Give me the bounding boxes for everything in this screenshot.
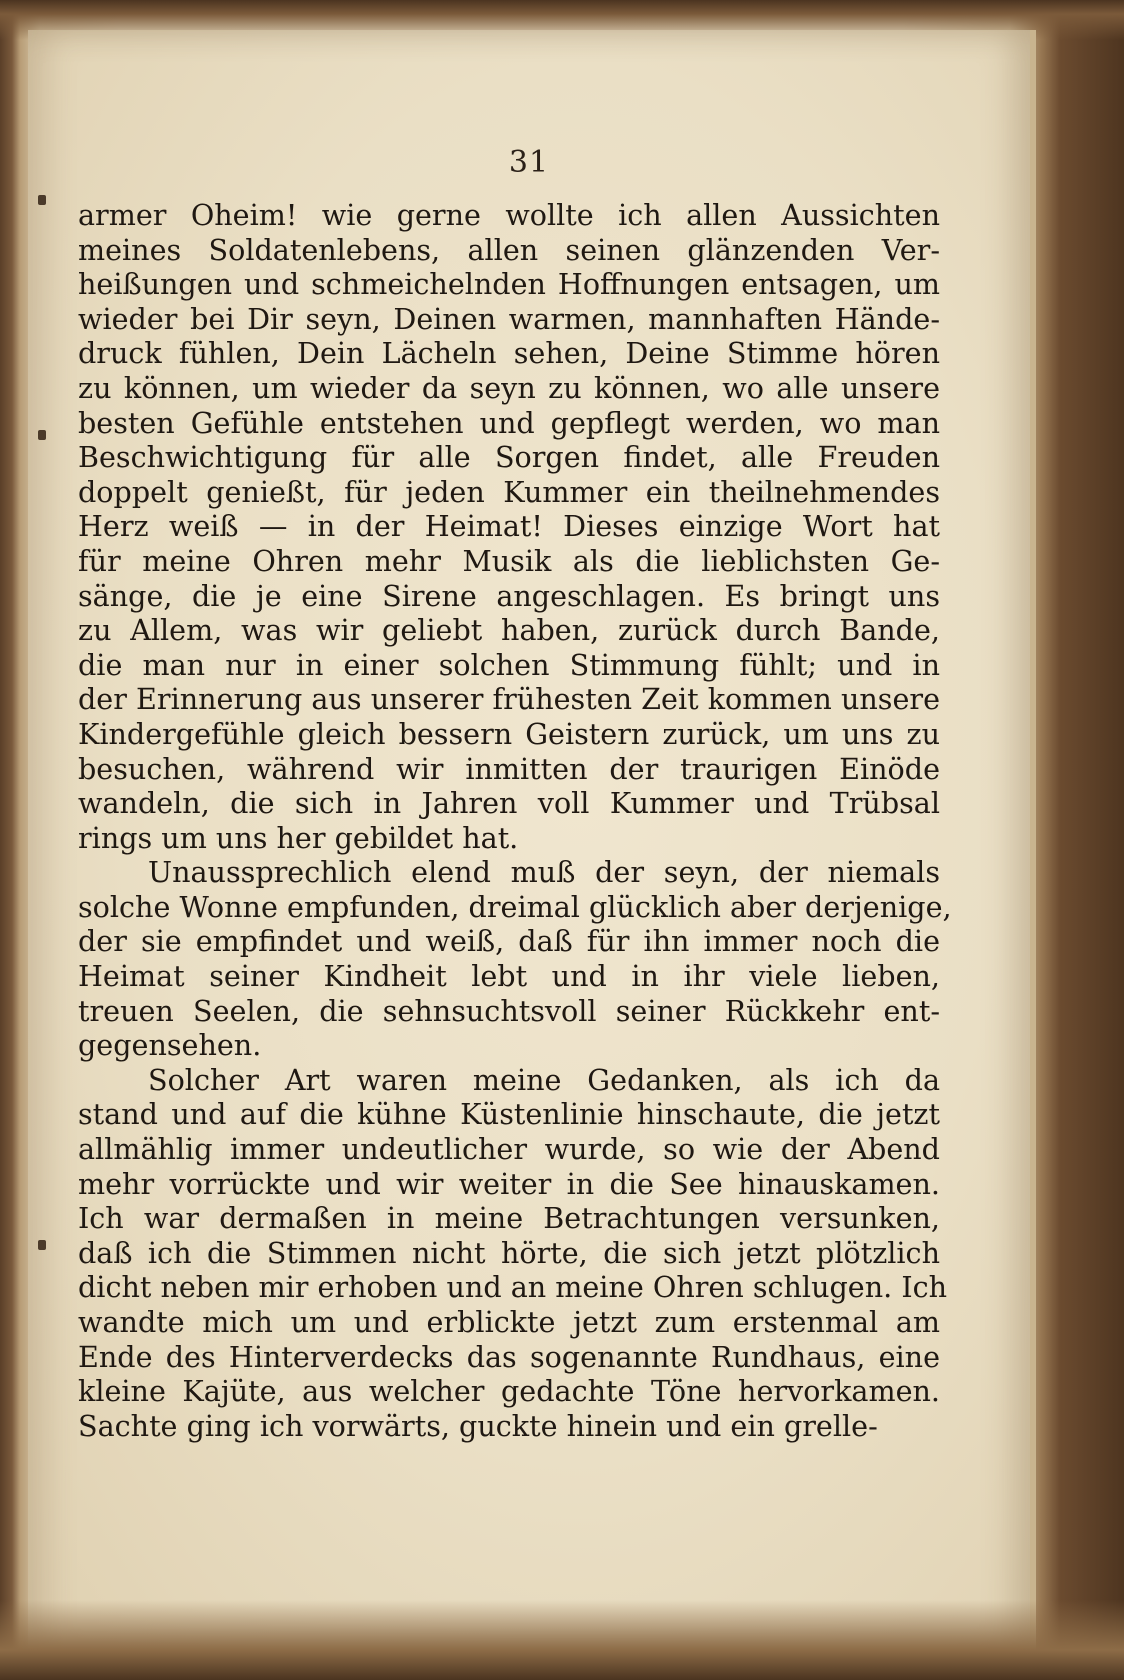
book-bottom-edge: [0, 1600, 1124, 1680]
text-line: Herz weiß — in der Heimat! Dieses einzige Wort hat: [78, 509, 940, 544]
text-line: Solcher Art waren meine Gedanken, als ich da: [148, 1062, 940, 1097]
text-line: meines Soldatenlebens, allen seinen glänzenden Ver-: [78, 232, 940, 267]
page-number: 31: [508, 145, 550, 180]
text-line: die man nur in einer solchen Stimmung fühlt; und in: [78, 647, 940, 682]
text-line: allmählig immer undeutlicher wurde, so wie der Abend: [78, 1132, 940, 1167]
text-line: der Erinnerung aus unserer frühesten Zeit kommen unsere: [78, 682, 940, 717]
text-line: dicht neben mir erhoben und an meine Ohren schlugen. Ich: [78, 1270, 948, 1305]
text-line: Heimat seiner Kindheit lebt und in ihr viele lieben,: [78, 959, 940, 994]
text-line: besuchen, während wir inmitten der traurigen Einöde: [78, 751, 940, 786]
text-line: wieder bei Dir seyn, Deinen warmen, mannhaften Hände-: [78, 301, 940, 336]
text-line: der sie empfindet und weiß, daß für ihn immer noch die: [78, 924, 940, 959]
text-line: druck fühlen, Dein Lächeln sehen, Deine Stimme hören: [78, 336, 940, 371]
text-line: wandte mich um und erblickte jetzt zum erstenmal am: [78, 1305, 940, 1339]
text-line: Beschwichtigung für alle Sorgen findet, alle Freuden: [78, 440, 940, 475]
text-line: doppelt genießt, für jeden Kummer ein theilnehmendes: [78, 474, 940, 509]
text-line: daß ich die Stimmen nicht hörte, die sich jetzt plötzlich: [78, 1235, 940, 1270]
gutter-mark: [38, 430, 46, 440]
text-line: wandeln, die sich in Jahren voll Kummer und Trübsal: [78, 786, 940, 821]
gutter-mark: [38, 195, 46, 205]
page-text: [78, 198, 952, 1443]
text-line: rings um uns her gebildet hat.: [78, 820, 519, 855]
text-line: armer Oheim! wie gerne wollte ich allen Aussichten: [78, 198, 940, 232]
gutter-mark: [38, 1240, 46, 1250]
text-line: zu Allem, was wir geliebt haben, zurück durch Bande,: [78, 613, 940, 648]
text-line: solche Wonne empfunden, dreimal glücklich aber derjenige,: [78, 889, 952, 924]
text-line: gegensehen.: [78, 1028, 262, 1063]
text-line: stand und auf die kühne Küstenlinie hinschaute, die jetzt: [78, 1097, 940, 1132]
text-line: Sachte ging ich vorwärts, guckte hinein und ein grelle-: [78, 1408, 878, 1443]
text-line: Kindergefühle gleich bessern Geistern zurück, um uns zu: [78, 716, 940, 751]
book-page: [28, 30, 1036, 1660]
text-line: mehr vorrückte und wir weiter in die See hinauskamen.: [78, 1166, 940, 1201]
text-line: zu können, um wieder da seyn zu können, wo alle unsere: [78, 370, 940, 405]
text-line: heißungen und schmeichelnden Hoffnungen entsagen, um: [78, 267, 940, 302]
text-line: kleine Kajüte, aus welcher gedachte Töne hervorkamen.: [78, 1374, 940, 1409]
text-line: sänge, die je eine Sirene angeschlagen. Es bringt uns: [78, 578, 940, 613]
text-line: für meine Ohren mehr Musik als die lieblichsten Ge-: [78, 543, 940, 578]
text-line: besten Gefühle entstehen und gepflegt werden, wo man: [78, 405, 940, 440]
text-line: Unaussprechlich elend muß der seyn, der niemals: [148, 855, 940, 890]
gutter-marks: [38, 30, 58, 1660]
text-line: Ich war dermaßen in meine Betrachtungen versunken,: [78, 1201, 940, 1236]
text-line: treuen Seelen, die sehnsuchtsvoll seiner Rückkehr ent-: [78, 993, 940, 1028]
text-line: Ende des Hinterverdecks das sogenannte Rundhaus, eine: [78, 1339, 940, 1374]
